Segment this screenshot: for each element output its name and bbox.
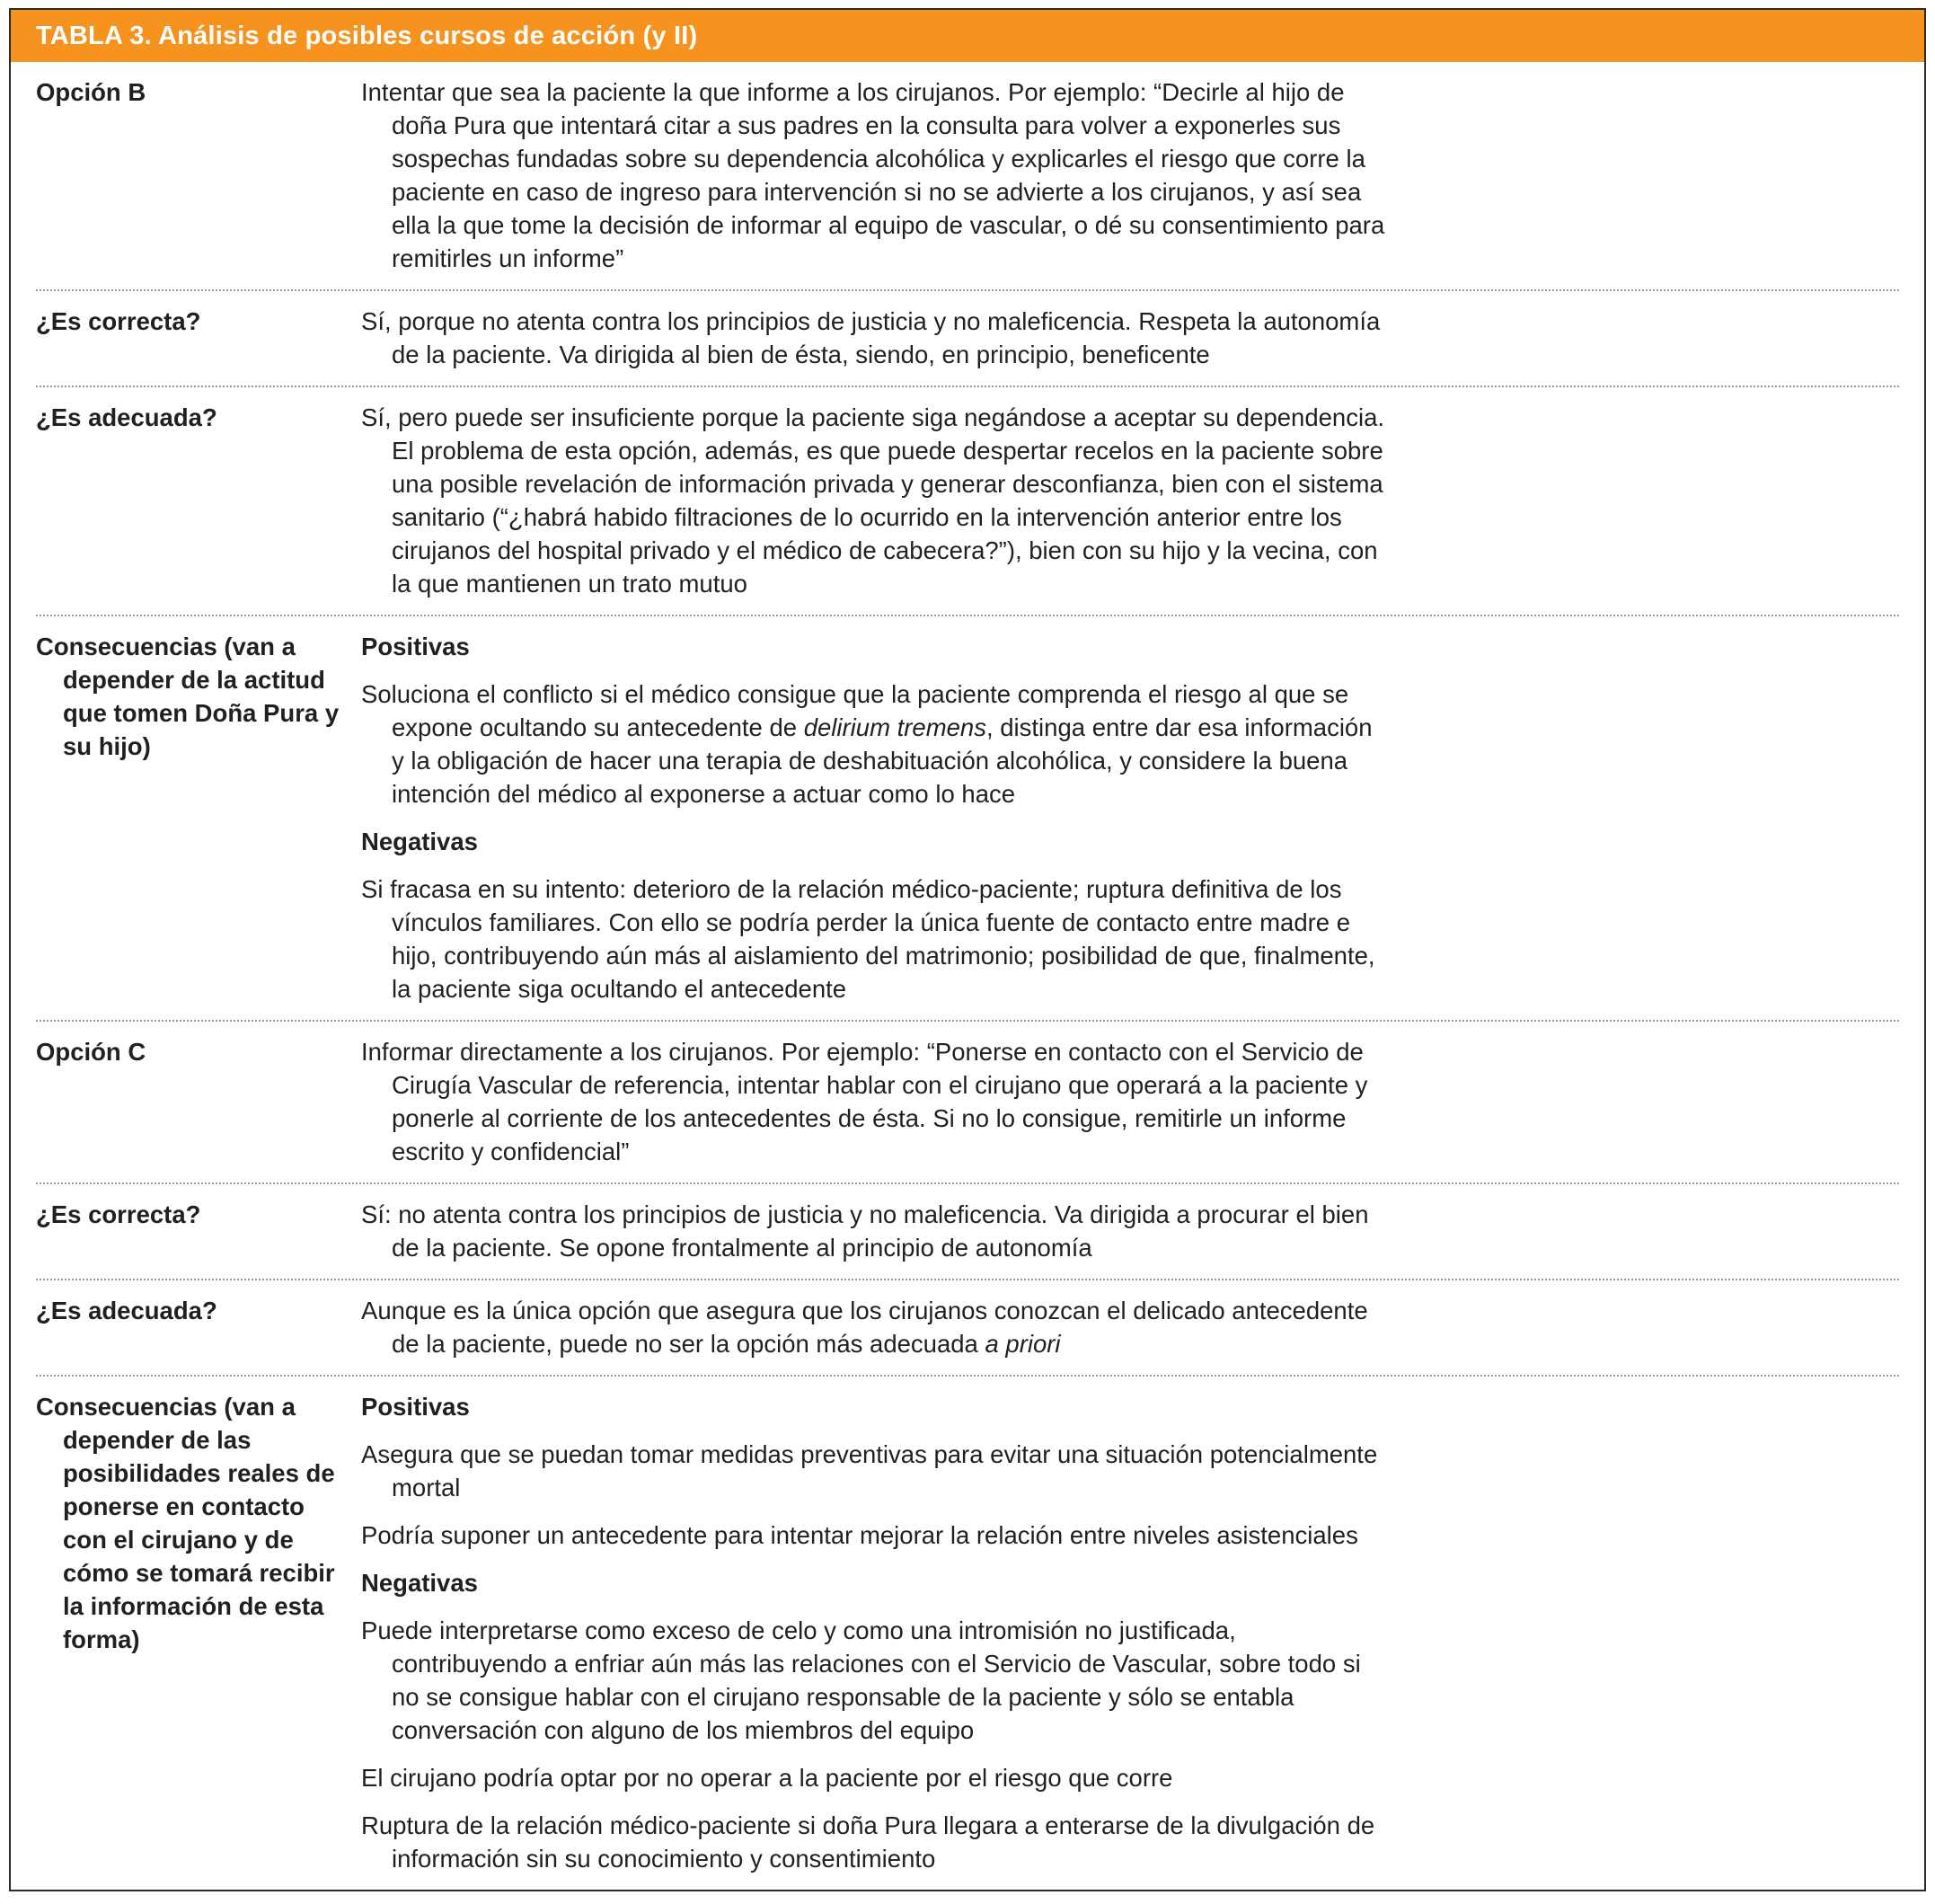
- content-paragraph: Aunque es la única opción que asegura que los cirujanos conozcan el delicado antecedente de la paciente, puede no ser la opción más adecuada a priori: [361, 1297, 1368, 1358]
- row-label: Consecuencias (van a depender de las posibilidades reales de ponerse en contacto con el cirujano y de cómo se tomará recibir la información de esta forma): [36, 1393, 335, 1653]
- row-content: [361, 1035, 1385, 1168]
- row-label: ¿Es correcta?: [36, 307, 201, 335]
- content-paragraph: Asegura que se puedan tomar medidas preventivas para evitar una situación potencialmente mortal: [361, 1440, 1378, 1501]
- row-content: [361, 305, 1385, 371]
- table-rows: [11, 62, 1924, 1890]
- table-row: [36, 1280, 1899, 1377]
- content-paragraph: Puede interpretarse como exceso de celo y como una intromisión no justificada, contribuyendo a enfriar aún más las relaciones con el Servicio de Vascular, sobre todo si no se consigue hablar con el cirujano responsable de la paciente y sólo se entabla conversación con alguno de los miembros del equipo: [361, 1616, 1361, 1744]
- table-row: [36, 616, 1899, 1022]
- table-row: [36, 387, 1899, 616]
- row-label: ¿Es adecuada?: [36, 1297, 217, 1324]
- row-content: [361, 1198, 1385, 1264]
- table-row: [36, 1377, 1899, 1890]
- row-label: ¿Es adecuada?: [36, 403, 217, 431]
- row-label: ¿Es correcta?: [36, 1200, 201, 1228]
- content-subheading: Positivas: [361, 1393, 470, 1421]
- content-paragraph: Podría suponer un antecedente para intentar mejorar la relación entre niveles asistenciales: [361, 1521, 1358, 1549]
- row-content: [361, 1294, 1385, 1360]
- content-subheading: Positivas: [361, 633, 470, 660]
- content-paragraph: Sí: no atenta contra los principios de justicia y no maleficencia. Va dirigida a procurar el bien de la paciente. Se opone frontalmente al principio de autonomía: [361, 1200, 1369, 1262]
- content-paragraph: Intentar que sea la paciente la que informe a los cirujanos. Por ejemplo: “Decirle al hijo de doña Pura que intentará citar a sus padres en la consulta para volver a exponerles sus sospechas fundadas sobre su dependencia alcohólica y explicarles el riesgo que corre la paciente en caso de ingreso para intervención si no se advierte a los cirujanos, y así sea ella la que tome la decisión de informar al equipo de vascular, o dé su consentimiento para remitirles un informe”: [361, 78, 1385, 272]
- content-paragraph: El cirujano podría optar por no operar a la paciente por el riesgo que corre: [361, 1764, 1173, 1792]
- content-paragraph: Informar directamente a los cirujanos. Por ejemplo: “Ponerse en contacto con el Servicio de Cirugía Vascular de referencia, intentar hablar con el cirujano que operará a la paciente y ponerle al corriente de los antecedentes de ésta. Si no lo consigue, remitirle un informe escrito y confidencial”: [361, 1038, 1368, 1165]
- table-row: [36, 62, 1899, 291]
- row-label: Opción C: [36, 1038, 146, 1066]
- table-title: TABLA 3. Análisis de posibles cursos de acción (y II): [36, 21, 698, 50]
- table-row: [36, 1022, 1899, 1184]
- content-paragraph: Si fracasa en su intento: deterioro de la relación médico-paciente; ruptura definitiva de los vínculos familiares. Con ello se podría perder la única fuente de contacto entre madre e hijo, contribuyendo aún más al aislamiento del matrimonio; posibilidad de que, finalmente, la paciente siga ocultando el antecedente: [361, 875, 1375, 1003]
- content-subheading: Negativas: [361, 1569, 478, 1597]
- row-content: [361, 1390, 1385, 1875]
- row-content: [361, 401, 1385, 600]
- analysis-table: [9, 8, 1926, 1891]
- table-row: [36, 1184, 1899, 1280]
- table-header: [11, 10, 1924, 62]
- row-label: Opción B: [36, 78, 146, 106]
- content-subheading: Negativas: [361, 828, 478, 855]
- content-paragraph: Ruptura de la relación médico-paciente si doña Pura llegara a enterarse de la divulgación de información sin su conocimiento y consentimiento: [361, 1811, 1375, 1873]
- content-paragraph: Sí, pero puede ser insuficiente porque la paciente siga negándose a aceptar su dependencia. El problema de esta opción, además, es que puede despertar recelos en la paciente sobre una posible revelación de información privada y generar desconfianza, bien con el sistema sanitario (“¿habrá habido filtraciones de lo ocurrido en la intervención anterior entre los cirujanos del hospital privado y el médico de cabecera?”), bien con su hijo y la vecina, con la que mantienen un trato mutuo: [361, 403, 1385, 598]
- row-content: [361, 75, 1385, 275]
- row-content: [361, 630, 1385, 1005]
- content-paragraph: Sí, porque no atenta contra los principios de justicia y no maleficencia. Respeta la autonomía de la paciente. Va dirigida al bien de ésta, siendo, en principio, beneficente: [361, 307, 1381, 368]
- table-row: [36, 291, 1899, 387]
- content-paragraph: Soluciona el conflicto si el médico consigue que la paciente comprenda el riesgo al que se expone ocultando su antecedente de delirium tremens, distinga entre dar esa información y la obligación de hacer una terapia de deshabituación alcohólica, y considere la buena intención del médico al exponerse a actuar como lo hace: [361, 680, 1373, 808]
- row-label: Consecuencias (van a depender de la actitud que tomen Doña Pura y su hijo): [36, 633, 340, 760]
